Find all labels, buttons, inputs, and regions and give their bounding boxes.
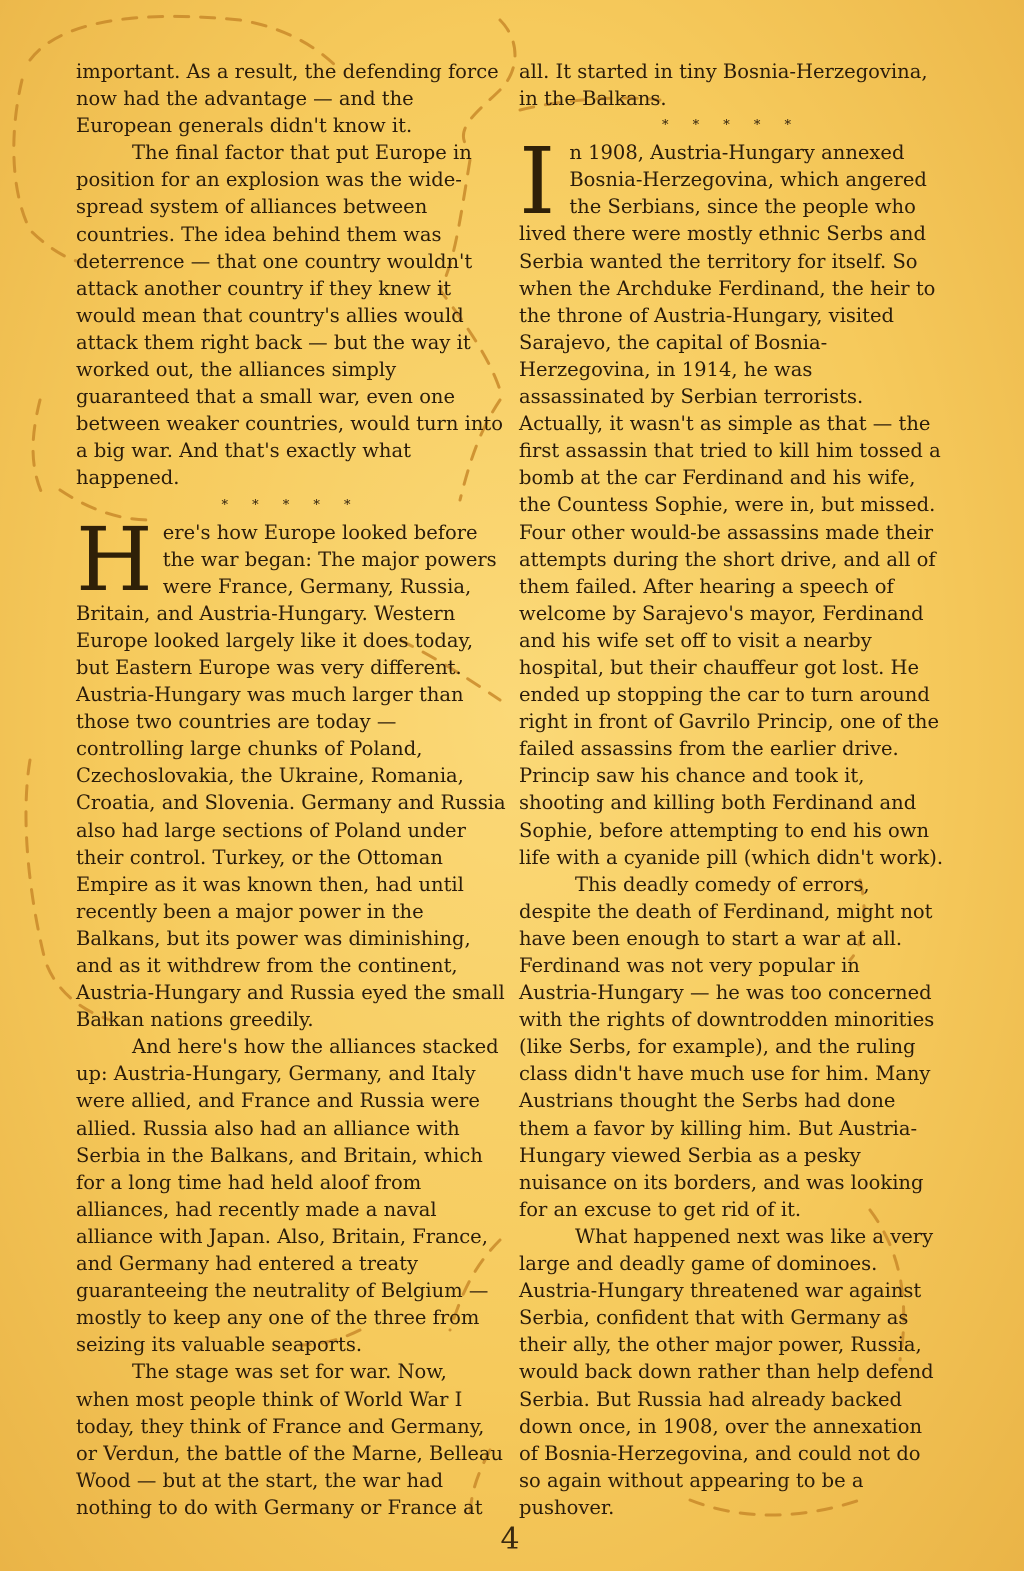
right-column [519,58,944,1521]
left-paragraph-4: And here's how the alliances stacked up: Austria-Hungary, Germany, and Italy were allied, and France and Russia were allied. Russia also had an alliance with Serbia in the Balkans, and Britain, which for a long time had held aloof from alliances, had recently made a naval alliance with Japan. Also, Britain, France, and Germany had entered a treaty guaranteeing the neutrality of Belgium — mostly to keep any one of the three from seizing its valuable seaports. [76,1035,499,1357]
right-paragraph-3: This deadly comedy of errors, despite the death of Ferdinand, might not have been enough to start a war at all. Ferdinand was not very popular in Austria-Hungary — he was too concerned with the rights of downtrodden minorities (like Serbs, for example), and the ruling class didn't have much use for him. Many Austrians thought the Serbs had done them a favor by killing him. But Austria-Hungary viewed Serbia as a pesky nuisance on its borders, and was looking for an excuse to get rid of it. [519,872,935,1221]
section-separator: * * * * * [661,118,802,134]
right-paragraph-2: In 1908, Austria-Hungary annexed Bosnia-Herzegovina, which angered the Serbians, since the people who lived there were mostly ethnic Serbs and Serbia wanted the territory for itself. So when the Archduke Ferdinand, the heir to the throne of Austria-Hungary, visited Sarajevo, the capital of Bosnia-Herzegovina, in 1914, he was assassinated by Serbian terrorists. Actually, it wasn't as simple as that — the first assassin that tried to kill him tossed a bomb at the car Ferdinand and his wife, the Countess Sophie, were in, but missed. Four other would-be assassins made their attempts during the short drive, and all of them failed. After hearing a speech of welcome by Sarajevo's mayor, Ferdinand and his wife set off to visit a nearby hospital, but their chauffeur got lost. He ended up stopping the car to turn around right in front of Gavrilo Princip, one of the failed assassins from the earlier drive. Princip saw his chance and took it, shooting and killing both Ferdinand and Sophie, before attempting to end his own life with a cyanide pill (which didn't work). [519,128,944,869]
section-separator: * * * * * [221,497,361,513]
page-number: 4 [500,1522,520,1557]
left-paragraph-3: Here's how Europe looked before the war began: The major powers were France, Germany, Russia, Britain, and Austria-Hungary. Western Europe looked largely like it does today, but Eastern Europe was very different. Austria-Hungary was much larger than those two countries are today — controlling large chunks of Poland, Czechoslovakia, the Ukraine, Romania, Croatia, and Slovenia. Germany and Russia also had large sections of Poland under their control. Turkey, or the Ottoman Empire as it was known then, had until recently been a major power in the Balkans, but its power was diminishing, and as it withdrew from the continent, Austria-Hungary and Russia eyed the small Balkan nations greedily. [76,507,506,1032]
drop-cap-i: I [519,128,556,236]
right-paragraph-4: What happened next was like a very large and deadly game of dominoes. Austria-Hungary threatened war against Serbia, confident that with Germany as their ally, the other major power, Russia, would back down rather than help defend Serbia. But Russia had already backed down once, in 1908, over the annexation of Bosnia-Herzegovina, and could not do so again without appearing to be a pushover. [519,1224,934,1519]
left-paragraph-1: important. As a result, the defending force now had the advantage — and the European generals didn't know it. [76,60,499,138]
right-paragraph-1: all. It started in tiny Bosnia-Herzegovina, in the Balkans. [519,60,928,111]
left-paragraph-5: The stage was set for war. Now, when most people think of World War I today, they think of France and Germany, or Verdun, the battle of the Marne, Belleau Wood — but at the start, the war had nothing to do with Germany or France at [76,1360,504,1519]
left-paragraph-2: The final factor that put Europe in position for an explosion was the wide-spread system of alliances between countries. The idea behind them was deterrence — that one country wouldn't attack another country if they knew it would mean that country's allies would attack them right back — but the way it worked out, the alliances simply guaranteed that a small war, even one between weaker countries, would turn into a big war. And that's exactly what happened. [76,141,503,490]
left-column [76,58,506,1521]
drop-cap-h: H [76,507,153,611]
